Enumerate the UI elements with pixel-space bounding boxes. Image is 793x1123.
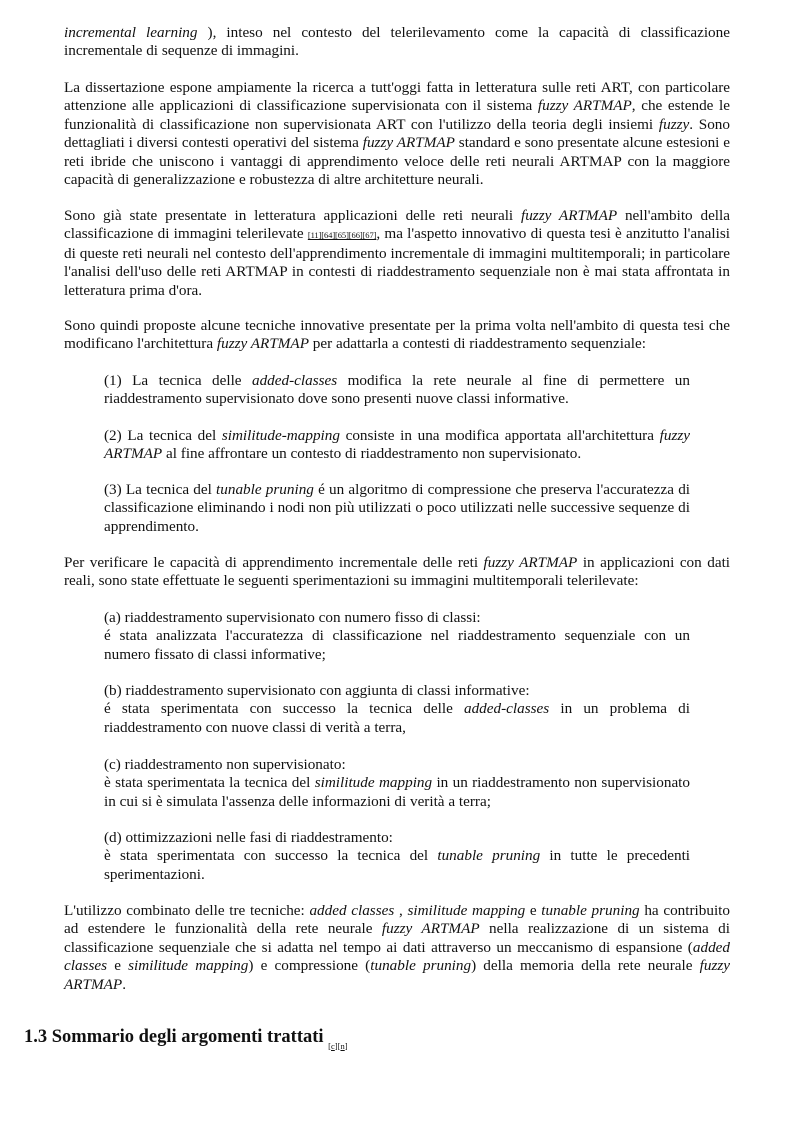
experiment-d: (d) ottimizzazioni nelle fasi di riaddestramento: è stata sperimentata con successo la tecnica del tunable pruning in tutte le precedenti sperimentazioni. [104,829,691,883]
paragraph-incremental-learning: incremental learning ), inteso nel contesto del telerilevamento come la capacità di classificazione incrementale di sequenze di immagini. [64,24,730,60]
nav-next-link[interactable]: n [340,1041,345,1051]
nav-contents-link[interactable]: c [331,1041,335,1051]
experiment-a: (a) riaddestramento supervisionato con numero fisso di classi: é stata analizzata l'accuratezza di classificazione nel riaddestramento sequenziale con un numero fissato di classi informative; [104,609,690,663]
experiment-c: (c) riaddestramento non supervisionato: è stata sperimentata la tecnica del similitude mapping in un riaddestramento non supervisionato in cui si è simulata l'assenza delle informazioni di verità a terra; [104,756,690,810]
experiment-title: (b) riaddestramento supervisionato con aggiunta di classi informative: [104,682,530,699]
technique-similitude-mapping: (2) La tecnica del similitude-mapping consiste in una modifica apportata all'architettura fuzzy ARTMAP al fine affrontare un contesto di riaddestramento non supervisionato. [104,427,690,463]
section-nav: [c][n] [328,1041,348,1051]
technique-tunable-pruning: (3) La tecnica del tunable pruning é un algoritmo di compressione che preserva l'accuratezza di classificazione eliminando i nodi non più utilizzati o poco utilizzati nelle successive sequenze di apprendimento. [104,481,691,535]
paragraph-dissertation-overview: La dissertazione espone ampiamente la ricerca a tutt'oggi fatta in letteratura sulle reti ART, con particolare attenzione alle applicazioni di classificazione supervisionata con il sistema fuzzy ARTMAP, che estende le funzionalità di classificazione non supervisionata ART con l'utilizzo della teoria degli insiemi fuzzy. Sono dettagliati i diversi contesti operativi del sistema fuzzy ARTMAP standard e sono presentate alcune estesioni e reti ibride che uniscono i vantaggi di apprendimento veloce delle reti neurali ARTMAP con la maggiore capacità di generalizzazione e robustezza di altre architetture neurali. [64,79,730,189]
citation-link[interactable]: [11][64][65][66][67] [307,230,377,241]
experiment-b: (b) riaddestramento supervisionato con aggiunta di classi informative: é stata sperimentata con successo la tecnica delle added-classes in un problema di riaddestramento con nuove classi di verità a terra, [104,682,690,736]
experiment-title: (d) ottimizzazioni nelle fasi di riaddestramento: [104,829,393,846]
experiment-title: (c) riaddestramento non supervisionato: [104,756,346,773]
paragraph-experiments: Per verificare le capacità di apprendimento incrementale delle reti fuzzy ARTMAP in applicazioni con dati reali, sono state effettuate le seguenti sperimentazioni su immagini multitemporali telerilevate: [64,554,731,590]
technique-added-classes: (1) La tecnica delle added-classes modifica la rete neurale al fine di permettere un riaddestramento supervisionato dove sono presenti nuove classi informative. [104,372,690,408]
section-heading: 1.3 Sommario degli argomenti trattati $_{[c][n]}$ [24,1027,348,1051]
paragraph-literature: Sono già state presentate in letteratura applicazioni delle reti neurali fuzzy ARTMAP nell'ambito della classificazione di immagini telerilevate [11][64][65][66][67], ma l'aspetto innovativo di questa tesi è anzitutto l'analisi di queste reti neurali nel contesto dell'apprendimento incrementale di immagini multitemporali; in particolare l'analisi dell'uso delle reti ARTMAP in contesti di riaddestramento sequenziale non è mai stata affrontata in letteratura prima d'ora. [64,207,730,299]
experiment-title: (a) riaddestramento supervisionato con numero fisso di classi: [104,609,481,626]
paragraph-combined-techniques: L'utilizzo combinato delle tre tecniche: added classes , similitude mapping e tunable pruning ha contribuito ad estendere le funzionalità della rete neurale fuzzy ARTMAP nella realizzazione di un sistema di classificazione sequenziale che si adatta nel tempo ai dati attraverso un meccanismo di espansione (added classes e similitude mapping) e compressione (tunable pruning) della memoria della rete neurale fuzzy ARTMAP. [64,902,730,993]
paragraph-proposed-techniques: Sono quindi proposte alcune tecniche innovative presentate per la prima volta nell'ambito di questa tesi che modificano l'architettura fuzzy ARTMAP per adattarla a contesti di riaddestramento sequenziale: [64,317,730,353]
